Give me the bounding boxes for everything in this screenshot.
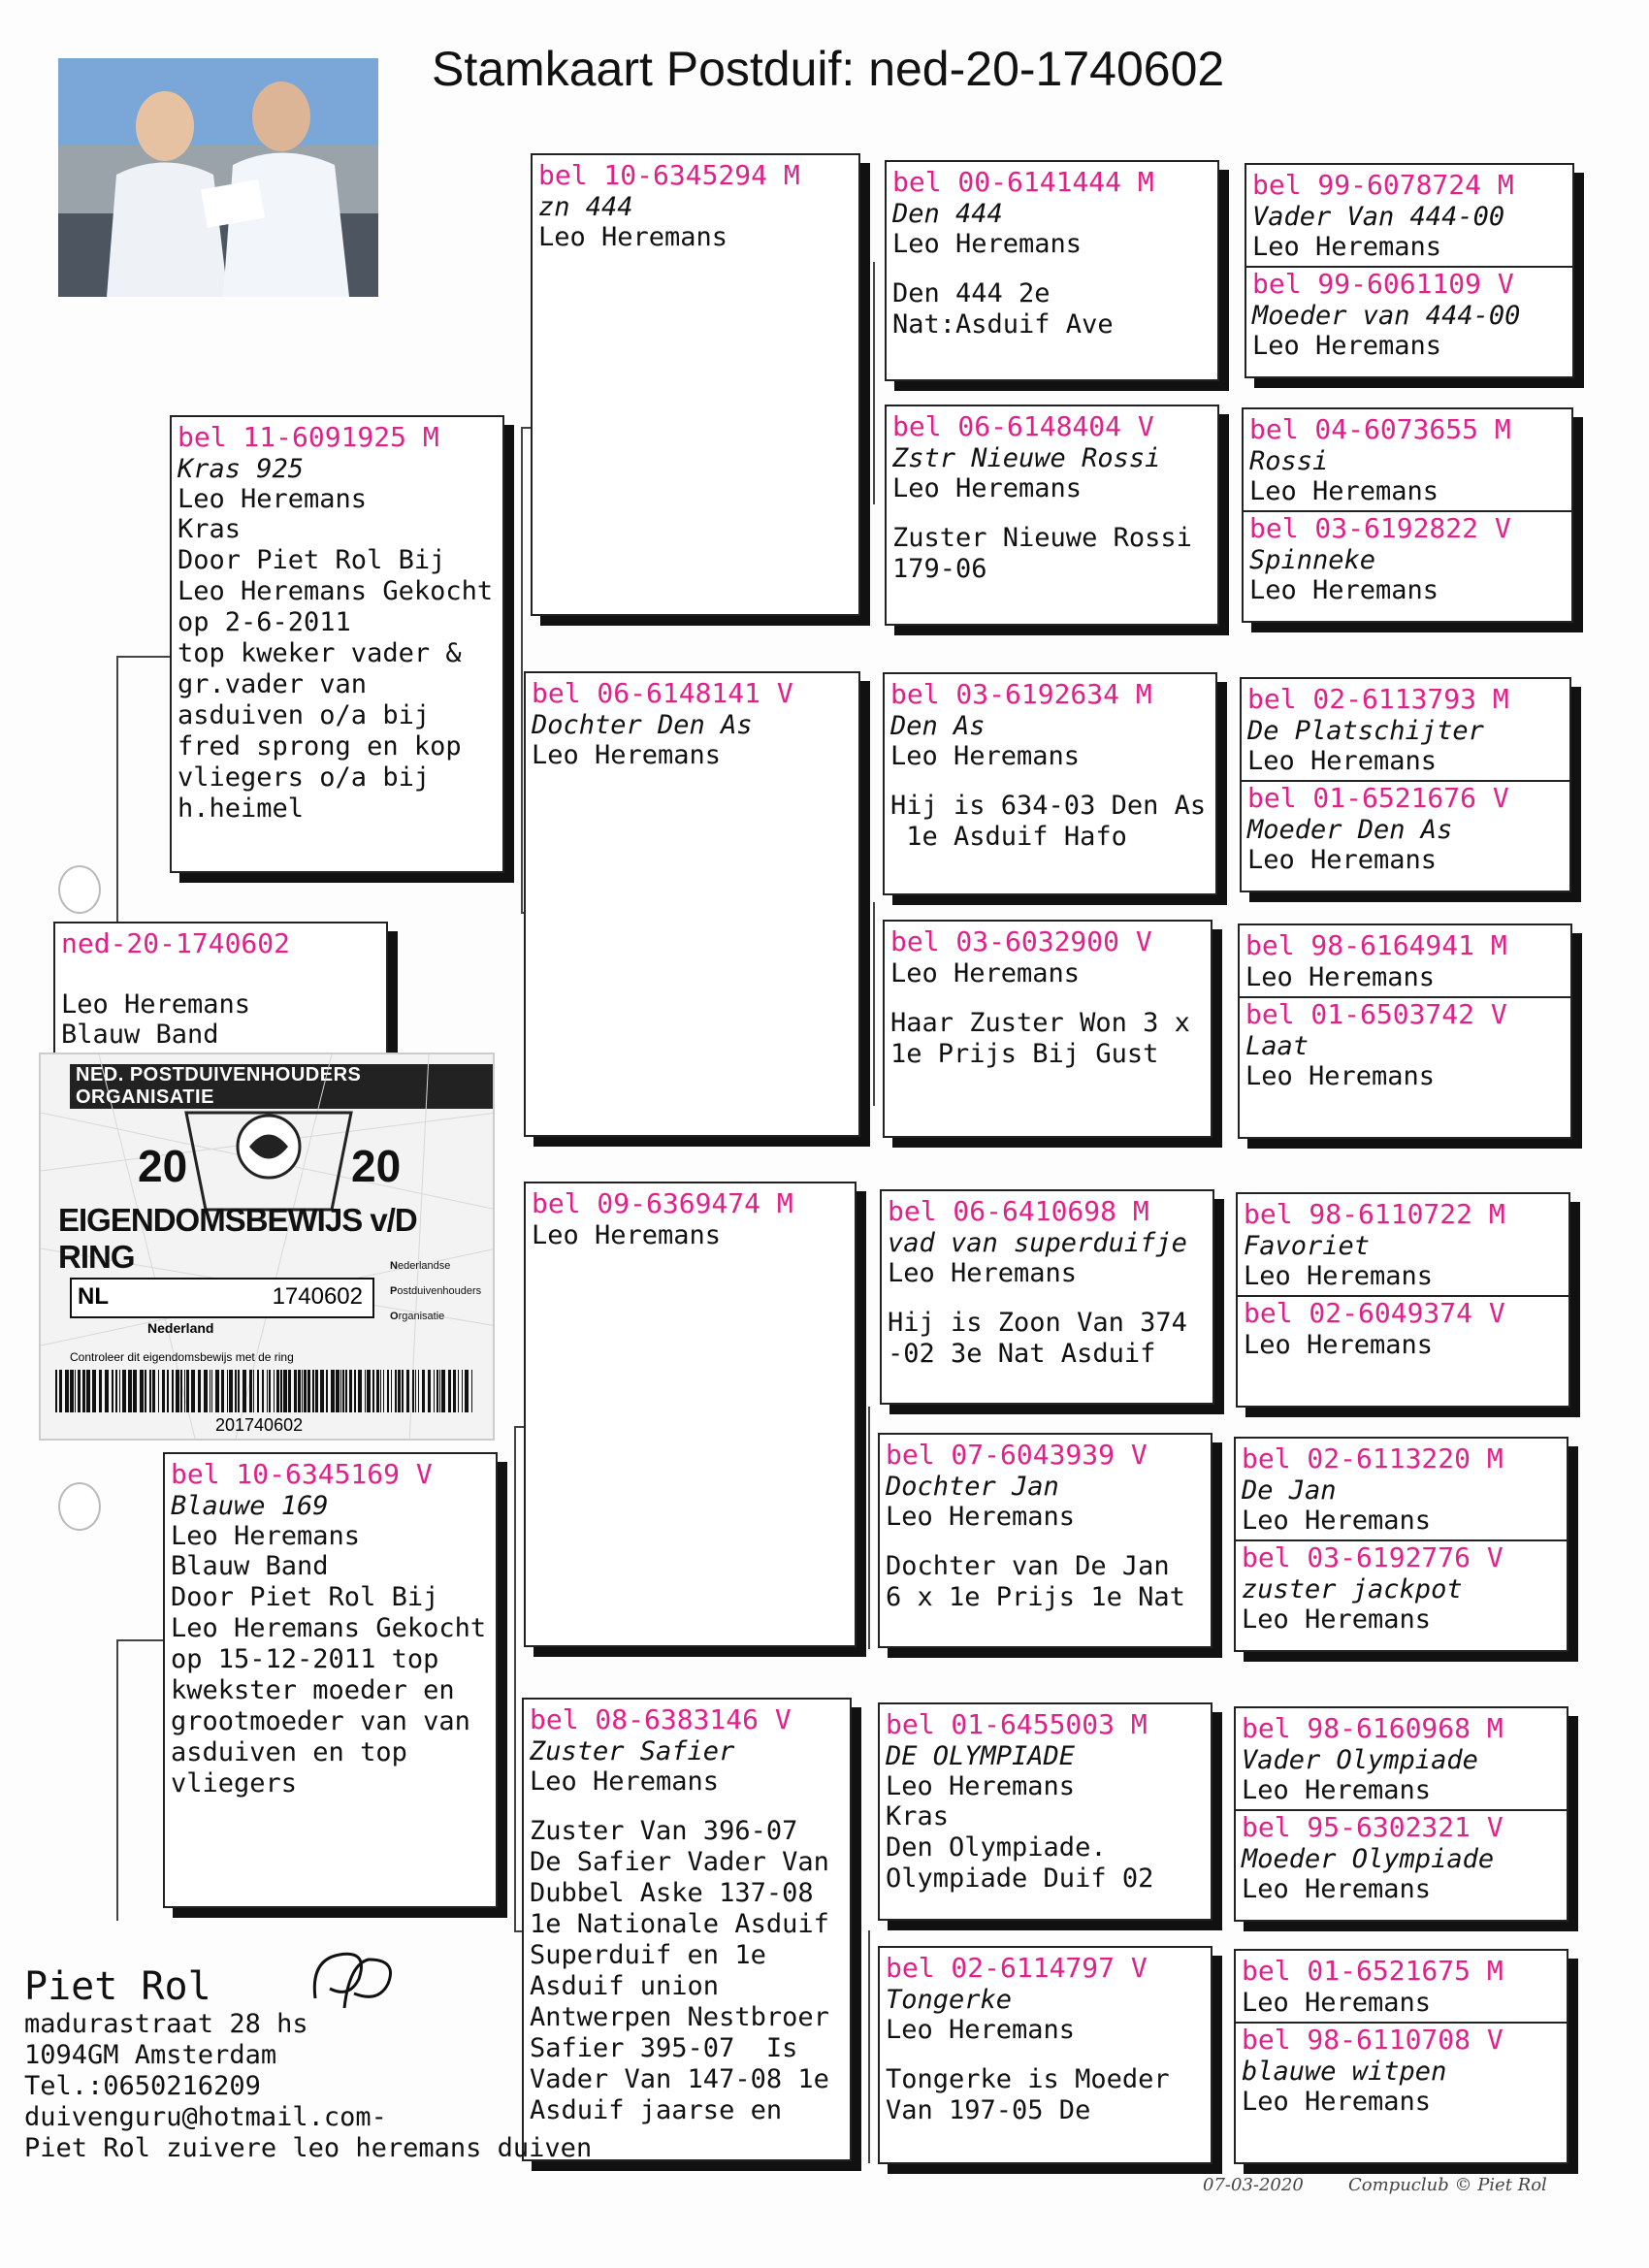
barcode-bar	[191, 1370, 195, 1412]
certificate-title: EIGENDOMSBEWIJS v/D RING	[58, 1202, 417, 1275]
barcode-bar	[274, 1370, 275, 1412]
mother-owner: Leo Heremans	[171, 1521, 361, 1551]
certificate-org-block: Nederlandse Postduivenhouders Organisatie	[390, 1260, 482, 1322]
barcode-bar	[436, 1370, 438, 1412]
grandparent-ring: bel 06-6148141 V	[532, 677, 793, 709]
ggp-owner: Leo Heremans	[892, 229, 1083, 259]
barcode-bar	[172, 1370, 174, 1412]
barcode-bar	[428, 1370, 431, 1412]
ggp-name: Dochter Jan	[886, 1472, 1059, 1502]
barcode-bar	[418, 1370, 419, 1412]
barcode-bar	[326, 1370, 328, 1412]
grandparent-ring: bel 09-6369474 M	[532, 1187, 793, 1219]
grandparent-name: Dochter Den As	[532, 710, 753, 740]
barcode-bar	[158, 1370, 159, 1412]
photo-image	[58, 58, 378, 297]
barcode-bar	[167, 1370, 169, 1412]
barcode-bar	[280, 1370, 282, 1412]
barcode-bar	[415, 1370, 416, 1412]
barcode-bar	[372, 1370, 374, 1412]
barcode-bar	[422, 1370, 425, 1412]
barcode-bar	[242, 1370, 246, 1412]
barcode-bar	[82, 1370, 85, 1412]
g4-pair-card	[1234, 1437, 1568, 1652]
g4-ring: bel 98-6110722 M	[1244, 1198, 1505, 1230]
ggp-name: DE OLYMPIADE	[886, 1741, 1076, 1771]
barcode-bar	[215, 1370, 219, 1412]
grandparent-owner: Leo Heremans	[532, 740, 722, 770]
barcode-bar	[315, 1370, 318, 1412]
barcode-bar	[383, 1370, 384, 1412]
barcode-bar	[312, 1370, 314, 1412]
great-grandparent-card	[885, 160, 1219, 381]
barcode-bar	[115, 1370, 117, 1412]
subject-ring: ned-20-1740602	[61, 927, 291, 959]
g4-owner: Leo Heremans	[1244, 1330, 1434, 1360]
certificate-country-name: Nederland	[147, 1320, 214, 1336]
ggp-ring: bel 06-6410698 M	[888, 1195, 1149, 1227]
g4-name: Favoriet	[1244, 1231, 1371, 1261]
mother-ring: bel 10-6345169 V	[171, 1458, 433, 1490]
g4-name: Moeder Olympiade	[1242, 1844, 1495, 1874]
barcode-bar	[462, 1370, 463, 1412]
barcode-bar	[75, 1370, 76, 1412]
barcode-bar	[133, 1370, 137, 1412]
barcode-bar	[112, 1370, 113, 1412]
barcode-bar	[235, 1370, 237, 1412]
g4-ring: bel 01-6521675 M	[1242, 1955, 1504, 1987]
owner-email: duivenguru@hotmail.com-	[24, 2102, 387, 2132]
barcode-bar	[331, 1370, 335, 1412]
father-owner: Leo Heremans	[178, 484, 368, 514]
g4-ring: bel 02-6049374 V	[1244, 1297, 1505, 1329]
barcode-bar	[458, 1370, 459, 1412]
owner-name: Piet Rol	[24, 1964, 211, 2009]
certificate-ring-field	[70, 1278, 374, 1318]
barcode-bar	[262, 1370, 264, 1412]
ggp-name: Zstr Nieuwe Rossi	[892, 443, 1161, 473]
barcode-bar	[345, 1370, 347, 1412]
barcode-bar	[140, 1370, 144, 1412]
barcode-bar	[128, 1370, 132, 1412]
barcode-bar	[119, 1370, 120, 1412]
ggp-note: Dochter van De Jan 6 x 1e Prijs 1e Nat	[886, 1551, 1185, 1612]
barcode-bar	[227, 1370, 228, 1412]
barcode-bar	[471, 1370, 472, 1412]
g4-owner: Leo Heremans	[1242, 1506, 1432, 1536]
barcode-bar	[439, 1370, 440, 1412]
ggp-ring: bel 03-6192634 M	[890, 678, 1152, 710]
g4-name: De Jan	[1242, 1475, 1337, 1506]
barcode-bar	[367, 1370, 371, 1412]
g4-name: Spinneke	[1249, 545, 1376, 575]
barcode-bar	[99, 1370, 102, 1412]
barcode-bar	[358, 1370, 362, 1412]
great-grandparent-card	[878, 1702, 1212, 1921]
grandparent-note: Zuster Van 396-07 De Safier Vader Van Dubbel Aske 137-08 1e Nationale Asduif Superduif en 1e Asduif union Antwerpen Nestbroer Safier 395-07 Is Vader Van 147-08 1e Asduif jaarse en	[530, 1816, 829, 2125]
great-grandparent-card	[885, 405, 1219, 626]
barcode-bar	[92, 1370, 96, 1412]
ggp-name: Tongerke	[886, 1985, 1013, 2015]
ggp-ring: bel 06-6148404 V	[892, 410, 1154, 442]
subject-card	[53, 922, 388, 1057]
barcode-bar	[380, 1370, 381, 1412]
g4-pair-card	[1245, 163, 1574, 378]
barcode-bar	[288, 1370, 291, 1412]
barcode-bar	[391, 1370, 392, 1412]
barcode-bar	[186, 1370, 189, 1412]
g4-owner: Leo Heremans	[1242, 1988, 1432, 2018]
barcode-bar	[229, 1370, 233, 1412]
barcode-bar	[298, 1370, 301, 1412]
barcode-bar	[448, 1370, 451, 1412]
ggp-owner: Leo Heremans	[888, 1258, 1078, 1288]
barcode-bar	[320, 1370, 324, 1412]
barcode-bar	[204, 1370, 208, 1412]
barcode-bar	[145, 1370, 146, 1412]
great-grandparent-card	[878, 1946, 1212, 2164]
certificate-org: NED. POSTDUIVENHOUDERS ORGANISATIE	[70, 1064, 493, 1109]
certificate-ring-number: 1740602	[272, 1283, 363, 1310]
g4-name: Moeder Den As	[1247, 815, 1453, 845]
g4-name: Rossi	[1249, 446, 1329, 476]
barcode-bar	[184, 1370, 185, 1412]
g4-ring: bel 98-6160968 M	[1242, 1712, 1504, 1744]
ggp-ring: bel 03-6032900 V	[890, 925, 1152, 957]
g4-ring: bel 03-6192776 V	[1242, 1541, 1504, 1573]
barcode-bar	[86, 1370, 90, 1412]
certificate-country: NL	[78, 1283, 109, 1310]
barcode-bar	[211, 1370, 212, 1412]
g4-name: blauwe witpen	[1242, 2057, 1447, 2087]
grandparent-name: Zuster Safier	[530, 1736, 735, 1766]
g4-owner: Leo Heremans	[1242, 1874, 1432, 1904]
great-grandparent-card	[883, 672, 1217, 895]
owner-phone: Tel.:0650216209	[24, 2071, 261, 2101]
barcode-bar	[365, 1370, 366, 1412]
grandparent-card	[531, 153, 860, 616]
barcode-bar	[55, 1370, 57, 1412]
g4-pair-card	[1242, 407, 1573, 623]
g4-owner: Leo Heremans	[1249, 575, 1439, 605]
ggp-name: vad van superduifje	[888, 1228, 1187, 1258]
g4-ring: bel 02-6113793 M	[1247, 683, 1509, 715]
barcode-bar	[198, 1370, 201, 1412]
grandparent-ring: bel 10-6345294 M	[538, 159, 800, 191]
ggp-owner: Leo Heremans	[892, 473, 1083, 503]
ggp-ring: bel 00-6141444 M	[892, 166, 1154, 198]
father-name: Kras 925	[178, 454, 305, 484]
ggp-description: Kras Den Olympiade. Olympiade Duif 02	[886, 1801, 1154, 1894]
g4-name: Vader Olympiade	[1242, 1745, 1478, 1775]
g4-owner: Leo Heremans	[1245, 1061, 1436, 1091]
ggp-note: Hij is 634-03 Den As 1e Asduif Hafo	[890, 791, 1207, 852]
barcode-bar	[465, 1370, 469, 1412]
g4-pair-card	[1234, 1949, 1568, 2164]
barcode-bar	[434, 1370, 435, 1412]
certificate-year-left: 20	[138, 1141, 188, 1191]
ggp-owner: Leo Heremans	[890, 958, 1081, 988]
g4-ring: bel 02-6113220 M	[1242, 1442, 1504, 1474]
g4-pair-card	[1234, 1706, 1568, 1922]
ggp-note: Haar Zuster Won 3 x 1e Prijs Bij Gust	[890, 1008, 1190, 1069]
grandparent-owner: Leo Heremans	[538, 222, 728, 252]
punch-hole	[58, 865, 101, 914]
page-title: Stamkaart Postduif: ned-20-1740602	[432, 42, 1225, 96]
barcode-bar	[283, 1370, 287, 1412]
barcode-bar	[398, 1370, 401, 1412]
barcode	[55, 1370, 482, 1412]
barcode-bar	[376, 1370, 379, 1412]
signature	[301, 1940, 407, 2018]
barcode-bar	[267, 1370, 268, 1412]
g4-owner: Leo Heremans	[1252, 331, 1442, 361]
barcode-bar	[249, 1370, 252, 1412]
g4-pair-card	[1240, 677, 1571, 892]
g4-owner: Leo Heremans	[1247, 845, 1438, 875]
g4-ring: bel 04-6073655 M	[1249, 413, 1511, 445]
father-description: Kras Door Piet Rol Bij Leo Heremans Gekocht op 2-6-2011 top kweker vader & gr.vader van asduiven o/a bij fred sprong en kop vliegers o/a bij h.heimel	[178, 514, 494, 824]
grandparent-name: zn 444	[538, 192, 633, 222]
owner-street: madurastraat 28 hs	[24, 2009, 308, 2039]
g4-ring: bel 95-6302321 V	[1242, 1811, 1504, 1843]
g4-owner: Leo Heremans	[1247, 746, 1438, 776]
g4-owner: Leo Heremans	[1245, 962, 1436, 992]
barcode-bar	[65, 1370, 69, 1412]
g4-owner: Leo Heremans	[1244, 1261, 1434, 1291]
barcode-bar	[238, 1370, 240, 1412]
g4-owner: Leo Heremans	[1249, 476, 1439, 506]
barcode-bar	[354, 1370, 356, 1412]
barcode-bar	[349, 1370, 352, 1412]
father-card	[170, 415, 504, 873]
g4-ring: bel 98-6110708 V	[1242, 2024, 1504, 2056]
barcode-bar	[180, 1370, 182, 1412]
barcode-bar	[152, 1370, 155, 1412]
g4-owner: Leo Heremans	[1252, 232, 1442, 262]
grandparent-card	[524, 671, 860, 1137]
grandparent-owner: Leo Heremans	[530, 1766, 720, 1797]
barcode-bar	[162, 1370, 165, 1412]
barcode-bar	[336, 1370, 340, 1412]
barcode-bar	[221, 1370, 224, 1412]
great-grandparent-card	[878, 1433, 1212, 1648]
g4-owner: Leo Heremans	[1242, 2087, 1432, 2117]
certificate-year-right: 20	[351, 1141, 402, 1191]
mother-card	[163, 1452, 498, 1908]
barcode-bar	[406, 1370, 409, 1412]
certificate-control-text: Controleer dit eigendomsbewijs met de ring	[70, 1350, 294, 1364]
ring-certificate	[39, 1053, 495, 1441]
barcode-bar	[59, 1370, 62, 1412]
barcode-bar	[70, 1370, 74, 1412]
barcode-bar	[412, 1370, 414, 1412]
g4-ring: bel 01-6503742 V	[1245, 998, 1507, 1030]
mother-description: Blauw Band Door Piet Rol Bij Leo Heremans Gekocht op 15-12-2011 top kwekster moeder en grootmoeder van van asduiven en top vliegers	[171, 1551, 487, 1798]
barcode-bar	[302, 1370, 303, 1412]
g4-name: Vader Van 444-00	[1252, 202, 1505, 232]
ggp-note: Den 444 2e Nat:Asduif Ave	[892, 278, 1114, 340]
ggp-name: Den 444	[892, 199, 1003, 229]
ggp-ring: bel 07-6043939 V	[886, 1439, 1148, 1471]
barcode-bar	[269, 1370, 271, 1412]
subject-band: Blauw Band	[61, 1020, 219, 1050]
barcode-bar	[253, 1370, 254, 1412]
g4-ring: bel 98-6164941 M	[1245, 929, 1507, 961]
ggp-note: Tongerke is Moeder Van 197-05 De	[886, 2064, 1170, 2125]
barcode-bar	[122, 1370, 126, 1412]
great-grandparent-card	[883, 920, 1212, 1138]
barcode-bar	[105, 1370, 109, 1412]
g4-name: Laat	[1245, 1031, 1310, 1061]
barcode-bar	[395, 1370, 397, 1412]
ggp-ring: bel 01-6455003 M	[886, 1708, 1148, 1740]
ggp-ring: bel 02-6114797 V	[886, 1952, 1148, 1984]
great-grandparent-card	[880, 1189, 1214, 1405]
barcode-bar	[78, 1370, 81, 1412]
barcode-bar	[257, 1370, 259, 1412]
punch-hole	[58, 1482, 101, 1531]
owner-city: 1094GM Amsterdam	[24, 2040, 277, 2070]
grandparent-ring: bel 08-6383146 V	[530, 1703, 792, 1735]
ggp-owner: Leo Heremans	[886, 1771, 1076, 1801]
g4-pair-card	[1236, 1192, 1570, 1408]
barcode-bar	[176, 1370, 179, 1412]
father-ring: bel 11-6091925 M	[178, 421, 439, 453]
ggp-note: Zuster Nieuwe Rossi 179-06	[892, 523, 1192, 584]
barcode-bar	[276, 1370, 279, 1412]
ggp-note: Hij is Zoon Van 374 -02 3e Nat Asduif	[888, 1308, 1187, 1369]
barcode-bar	[304, 1370, 307, 1412]
barcode-bar	[307, 1370, 310, 1412]
grandparent-card	[524, 1182, 857, 1647]
ggp-owner: Leo Heremans	[886, 2015, 1076, 2045]
grandparent-owner: Leo Heremans	[532, 1220, 722, 1250]
subject-owner: Leo Heremans	[61, 989, 251, 1020]
g4-ring: bel 99-6078724 M	[1252, 169, 1514, 201]
mother-name: Blauwe 169	[171, 1491, 329, 1521]
print-brand: Compuclub © Piet Rol	[1348, 2175, 1547, 2195]
barcode-bar	[453, 1370, 456, 1412]
breeders-photo	[58, 58, 378, 297]
g4-pair-card	[1238, 923, 1572, 1139]
print-date: 07-03-2020	[1203, 2175, 1304, 2195]
ggp-name: Den As	[890, 711, 986, 741]
g4-ring: bel 03-6192822 V	[1249, 512, 1511, 544]
g4-name: Moeder van 444-00	[1252, 301, 1521, 331]
g4-ring: bel 99-6061109 V	[1252, 268, 1514, 300]
barcode-bar	[441, 1370, 445, 1412]
barcode-bar	[387, 1370, 389, 1412]
ggp-owner: Leo Heremans	[886, 1502, 1076, 1532]
g4-owner: Leo Heremans	[1242, 1775, 1432, 1805]
barcode-bar	[402, 1370, 404, 1412]
g4-name: De Platschijter	[1247, 716, 1484, 746]
barcode-number: 201740602	[215, 1415, 304, 1435]
barcode-bar	[342, 1370, 344, 1412]
g4-ring: bel 01-6521676 V	[1247, 782, 1509, 814]
owner-tagline: Piet Rol zuivere leo heremans duiven	[24, 2133, 593, 2163]
g4-name: zuster jackpot	[1242, 1574, 1463, 1604]
barcode-bar	[149, 1370, 151, 1412]
g4-owner: Leo Heremans	[1242, 1604, 1432, 1635]
barcode-bar	[340, 1370, 341, 1412]
ggp-owner: Leo Heremans	[890, 741, 1081, 771]
barcode-bar	[294, 1370, 297, 1412]
